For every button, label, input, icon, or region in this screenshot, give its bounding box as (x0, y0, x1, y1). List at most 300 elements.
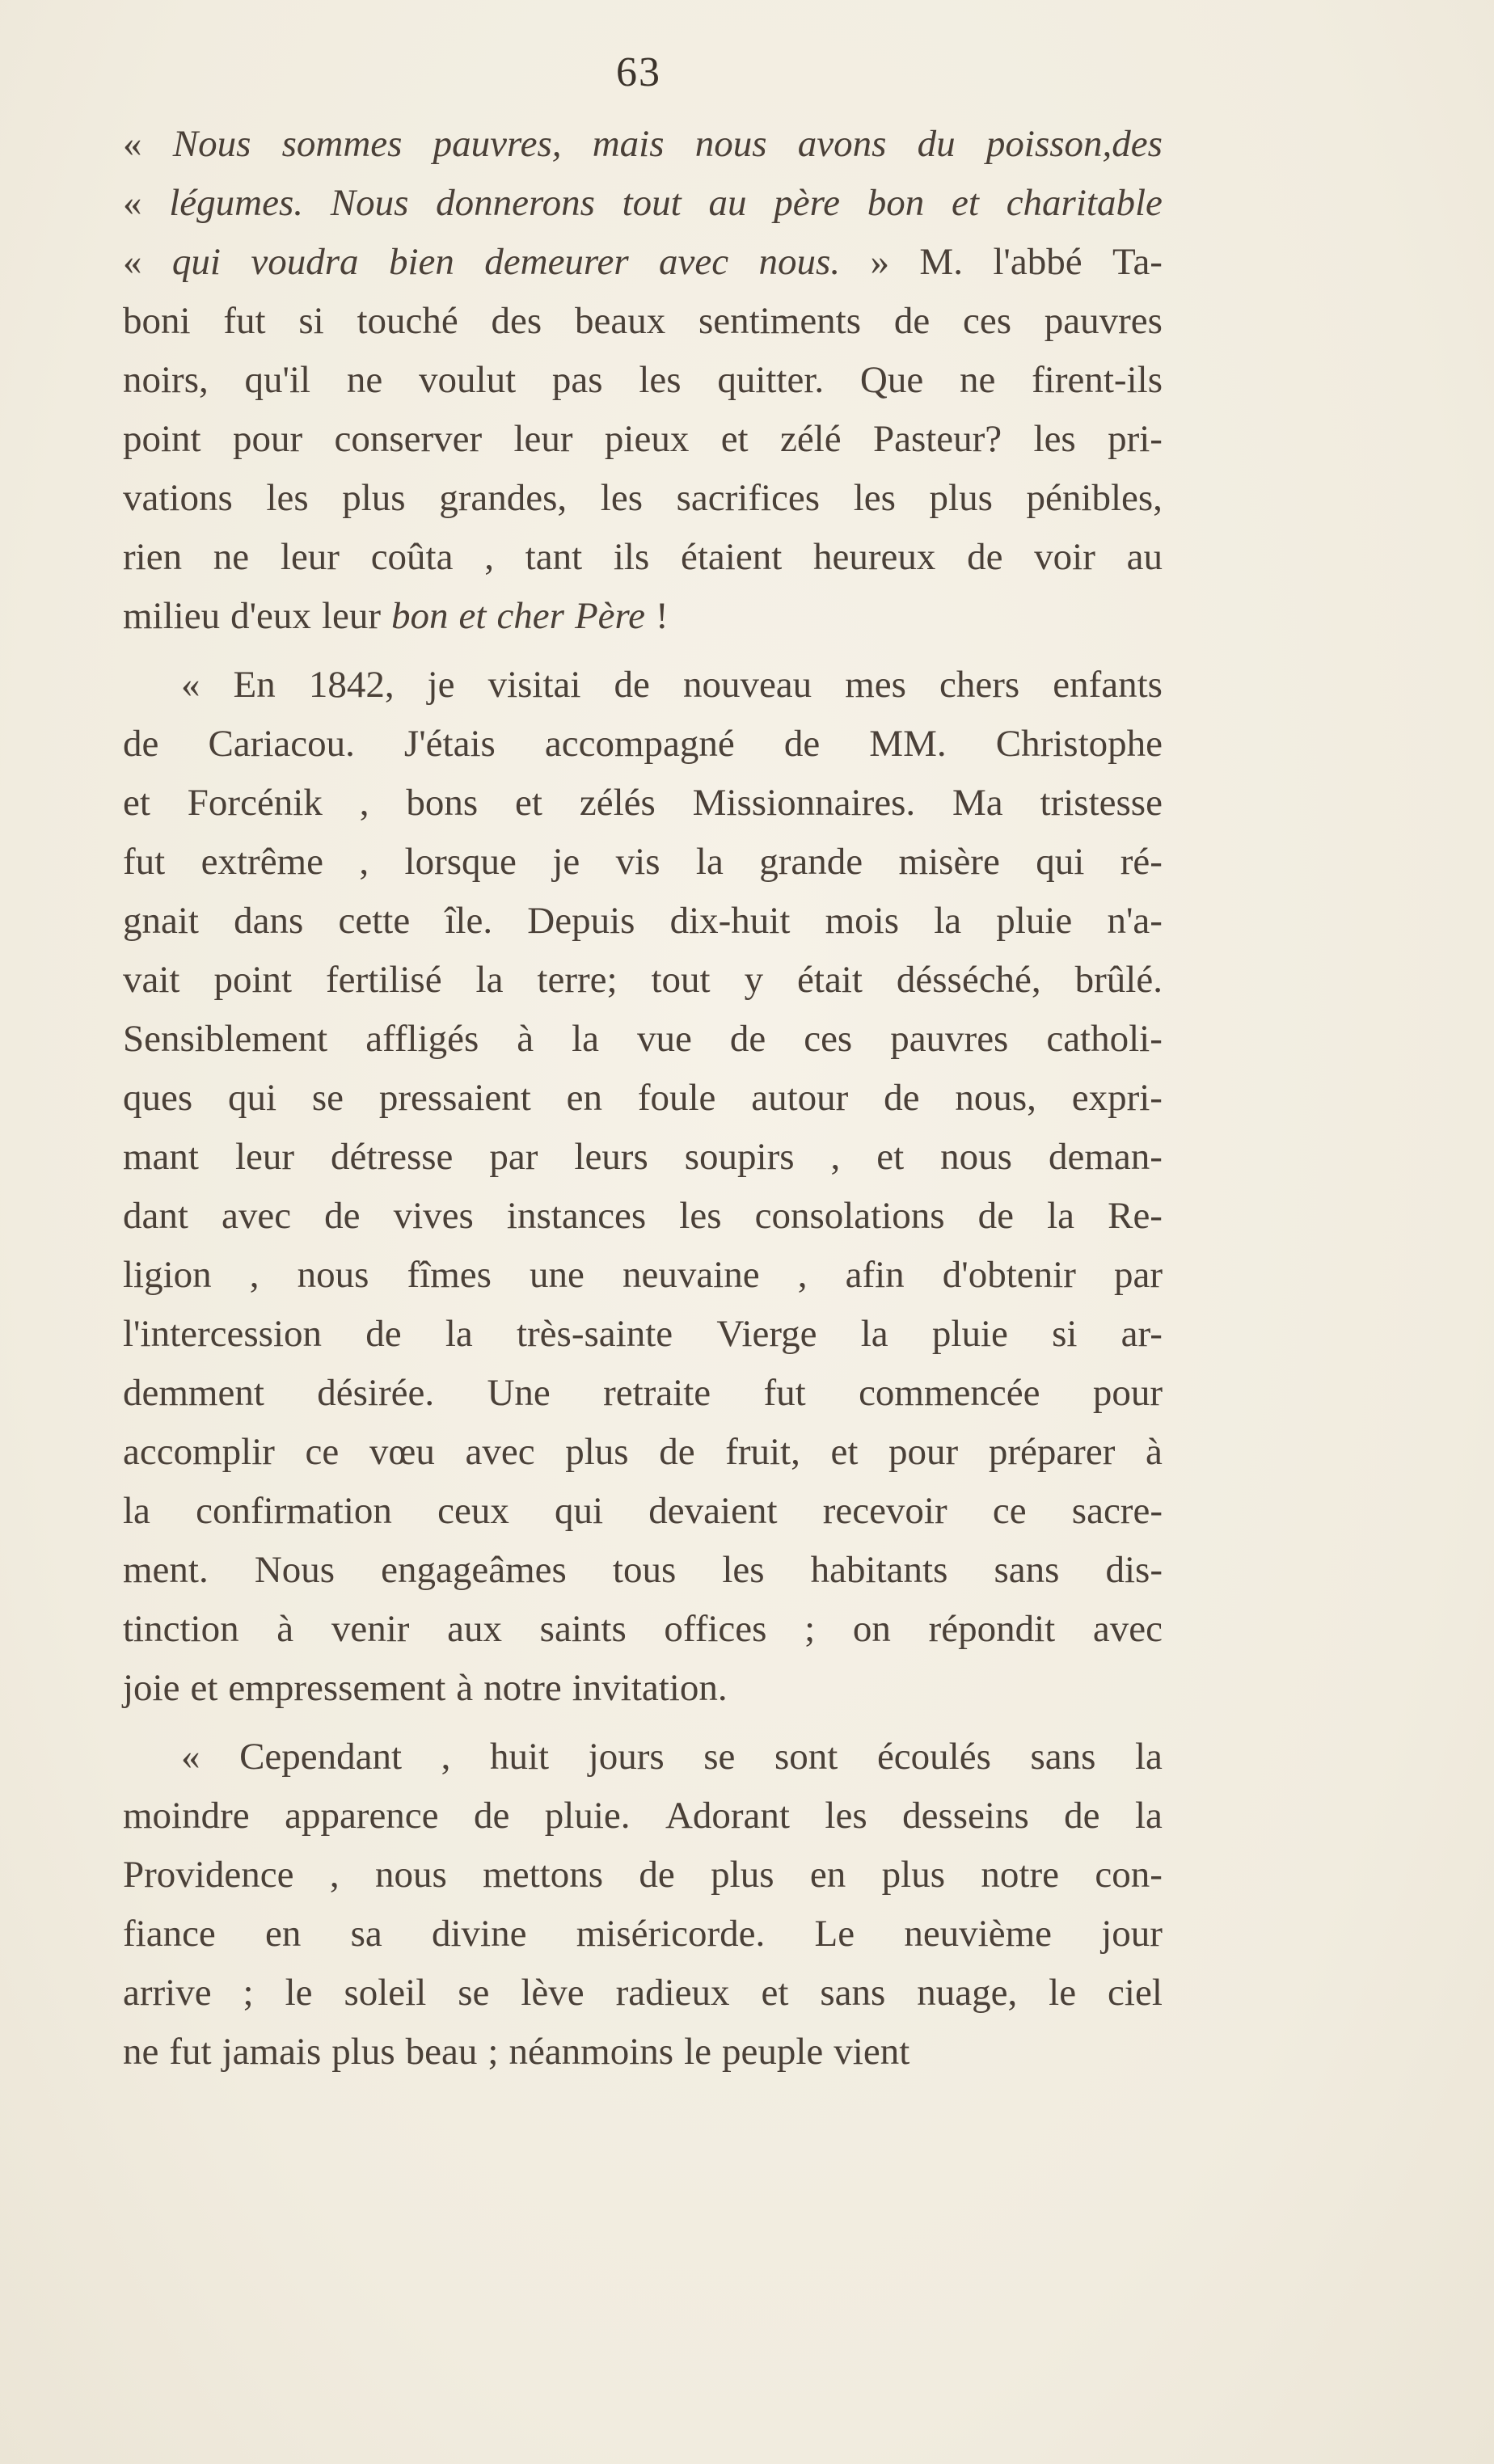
word: de (783, 723, 821, 765)
word: fruit, (725, 1431, 800, 1473)
word: ment. (123, 1549, 209, 1591)
word: la (860, 1313, 888, 1355)
word: par (489, 1136, 538, 1178)
text-line (123, 656, 1163, 715)
word: mes (845, 664, 906, 706)
word: jour (1101, 1913, 1163, 1955)
paragraph (123, 115, 1163, 646)
word: très-sainte (516, 1313, 673, 1355)
word: de (614, 664, 650, 706)
word: les (722, 1549, 765, 1591)
text-line (123, 1069, 1163, 1128)
word: si (298, 300, 324, 342)
word: n'a- (1107, 900, 1163, 942)
word: sans (994, 1549, 1060, 1591)
word: étaient (681, 536, 783, 578)
word: la (1134, 1736, 1163, 1778)
word: le (285, 1972, 313, 2014)
word: bon (391, 595, 449, 637)
word: dant (123, 1195, 188, 1237)
word: pluie (931, 1313, 1008, 1355)
text-line (123, 774, 1163, 833)
word: pénibles, (1026, 477, 1163, 519)
word: qu'il (244, 359, 311, 401)
text-line (123, 1728, 1163, 1787)
word: foule (637, 1077, 716, 1119)
word: on (852, 1608, 891, 1650)
word: engageâmes (381, 1549, 567, 1591)
word: par (1113, 1254, 1163, 1296)
word: désséché, (896, 959, 1041, 1001)
word: Nous (330, 182, 409, 224)
word: tant (525, 536, 583, 578)
word: demeurer (484, 241, 629, 283)
word: ; (804, 1608, 816, 1650)
word: plus (331, 2031, 395, 2073)
text-line (123, 1541, 1163, 1600)
word: ; (243, 1972, 254, 2014)
word: arrive (123, 1972, 212, 2014)
word: plus (565, 1431, 629, 1473)
word: les (266, 477, 309, 519)
word: à (276, 1608, 294, 1650)
word: pour (1092, 1372, 1163, 1414)
text-line (123, 715, 1163, 774)
word: répondit (928, 1608, 1056, 1650)
word: , (249, 1254, 260, 1296)
word: Pasteur? (872, 418, 1002, 460)
word: fut (223, 300, 266, 342)
word: avec (659, 241, 729, 283)
text-line (123, 115, 1163, 174)
word: de (473, 1795, 510, 1837)
word: le (684, 2031, 711, 2073)
word: J'étais (403, 723, 496, 765)
word: fîmes (407, 1254, 492, 1296)
word: dis- (1105, 1549, 1163, 1591)
word: néanmoins (509, 2031, 674, 2073)
word: plus (711, 1854, 774, 1896)
word: le (1049, 1972, 1077, 2014)
word: conserver (334, 418, 483, 460)
word: « (123, 182, 142, 224)
text-line (123, 1964, 1163, 2023)
word: de (893, 300, 931, 342)
word: l'abbé (993, 241, 1083, 283)
word: lorsque (404, 841, 517, 883)
word: nouveau (682, 664, 812, 706)
word: 1842, (308, 664, 395, 706)
word: Forcénik (187, 782, 323, 824)
word: pour (232, 418, 303, 460)
word: je (552, 841, 580, 883)
word: commencée (859, 1372, 1040, 1414)
word: la (1134, 1795, 1163, 1837)
word: sacre- (1071, 1490, 1163, 1532)
word: Ta- (1112, 241, 1163, 283)
text-line (123, 587, 1163, 646)
word: voir (1034, 536, 1095, 578)
word: fut (763, 1372, 806, 1414)
word: nous, (955, 1077, 1036, 1119)
word: avons (797, 123, 887, 165)
word: coûta (370, 536, 454, 578)
text-line (123, 951, 1163, 1010)
text-line (123, 1128, 1163, 1187)
word: ar- (1120, 1313, 1163, 1355)
word: Depuis (527, 900, 635, 942)
text-line (123, 2023, 1163, 2082)
word: retraite (603, 1372, 711, 1414)
word: firent-ils (1032, 359, 1163, 401)
word: ne (213, 536, 250, 578)
text-line (123, 410, 1163, 469)
word: MM. (869, 723, 947, 765)
word: ne (346, 359, 383, 401)
word: soupirs (684, 1136, 795, 1178)
word: pri- (1108, 418, 1163, 460)
word: affligés (365, 1018, 479, 1060)
word: neuvaine (622, 1254, 760, 1296)
word: de (884, 1077, 920, 1119)
word: quitter. (717, 359, 825, 401)
text-line (123, 1482, 1163, 1541)
word: Père (574, 595, 645, 637)
word: de (967, 536, 1003, 578)
text-line (123, 351, 1163, 410)
word: divine (431, 1913, 527, 1955)
word: catholi- (1046, 1018, 1163, 1060)
word: Nous (172, 123, 251, 165)
word: tristesse (1040, 782, 1163, 824)
word: plus (881, 1854, 946, 1896)
word: fut (123, 841, 166, 883)
word: pluie. (544, 1795, 631, 1837)
word: leur (513, 418, 573, 460)
word: , (441, 1736, 451, 1778)
word: peuple (722, 2031, 824, 2073)
word: ne (960, 359, 996, 401)
word: « (181, 1736, 200, 1778)
word: instances (506, 1195, 647, 1237)
word: bons (406, 782, 479, 824)
word: chers (939, 664, 1020, 706)
word: heureux (812, 536, 936, 578)
word: ces (962, 300, 1011, 342)
word: jours (588, 1736, 665, 1778)
word: avec (465, 1431, 535, 1473)
word: nous (297, 1254, 369, 1296)
word: cette (338, 900, 411, 942)
word: grande (759, 841, 863, 883)
word: leur (280, 536, 340, 578)
word: boni (123, 300, 191, 342)
word: pas (551, 359, 603, 401)
word: la (695, 841, 724, 883)
word: habitants (810, 1549, 948, 1591)
word: ciel (1108, 1972, 1163, 2014)
paragraph (123, 1728, 1163, 2082)
word: ligion (123, 1254, 212, 1296)
text-line (123, 528, 1163, 587)
word: bon (867, 182, 925, 224)
word: sans (1030, 1736, 1096, 1778)
text-line (123, 469, 1163, 528)
text-line (123, 1905, 1163, 1964)
word: de (977, 1195, 1015, 1237)
word: pressaient (378, 1077, 531, 1119)
word: afin (845, 1254, 905, 1296)
word: grandes, (439, 477, 568, 519)
word: nous (374, 1854, 447, 1896)
word: moindre (123, 1795, 250, 1837)
paragraph-gap (123, 646, 1163, 656)
word: saints (539, 1608, 627, 1650)
word: miséricorde. (576, 1913, 766, 1955)
word: de (1064, 1795, 1100, 1837)
word: offices (664, 1608, 767, 1650)
word: M. (919, 241, 963, 283)
word: voudra (251, 241, 359, 283)
word: accomplir (123, 1431, 275, 1473)
word: point (123, 418, 201, 460)
word: charitable (1006, 182, 1163, 224)
word: les (853, 477, 896, 519)
word: accompagné (544, 723, 735, 765)
word: y (744, 959, 764, 1001)
word: « (181, 664, 200, 706)
word: et (515, 782, 542, 824)
word: recevoir (822, 1490, 947, 1532)
word: point (213, 959, 293, 1001)
word: , (329, 1854, 340, 1896)
word: ; (487, 2031, 499, 2073)
word: terre; (537, 959, 618, 1001)
word: et (720, 418, 749, 460)
word: île. (445, 900, 493, 942)
word: Le (814, 1913, 855, 1955)
word: d'eux (230, 595, 311, 637)
word: leurs (574, 1136, 648, 1178)
text-line (123, 174, 1163, 233)
word: si (1052, 1313, 1078, 1355)
word: Ma (952, 782, 1003, 824)
word: deman- (1048, 1136, 1163, 1178)
word: légumes. (169, 182, 304, 224)
word: Christophe (995, 723, 1163, 765)
word: au (1126, 536, 1163, 578)
word: radieux (615, 1972, 730, 2014)
word: au (708, 182, 747, 224)
word: en (566, 1077, 602, 1119)
word: invitation. (572, 1667, 728, 1709)
word: « (123, 241, 142, 283)
word: ce (992, 1490, 1027, 1532)
paragraph (123, 656, 1163, 1718)
word: les (600, 477, 643, 519)
word: la (934, 900, 962, 942)
page-number: 63 (616, 49, 661, 95)
word: et (876, 1136, 905, 1178)
word: ré- (1120, 841, 1163, 883)
word: plus (929, 477, 993, 519)
word: les (1033, 418, 1076, 460)
word: leur (234, 1136, 295, 1178)
word: demment (123, 1372, 264, 1414)
word: fiance (123, 1913, 216, 1955)
word: et (952, 182, 979, 224)
word: Cariacou. (208, 723, 355, 765)
text-line (123, 292, 1163, 351)
word: consolations (754, 1195, 945, 1237)
word: les (825, 1795, 867, 1837)
word: pauvres (890, 1018, 1009, 1060)
word: beaux (574, 300, 666, 342)
word: touché (357, 300, 458, 342)
text-line (123, 892, 1163, 951)
text-line (123, 1659, 1163, 1718)
word: qui (1036, 841, 1085, 883)
word: sacrifices (676, 477, 821, 519)
word: des (491, 300, 542, 342)
word: pieux (604, 418, 690, 460)
word: enfants (1053, 664, 1163, 706)
word: Adorant (665, 1795, 790, 1837)
text-line (123, 1423, 1163, 1482)
word: écoulés (876, 1736, 991, 1778)
word: sont (774, 1736, 838, 1778)
paragraph-gap (123, 1718, 1163, 1728)
word: fut (169, 2031, 212, 2073)
body-text (123, 115, 1163, 2082)
word: les (679, 1195, 722, 1237)
word: vœu (369, 1431, 435, 1473)
word: pauvres, (433, 123, 562, 165)
word: jamais (222, 2031, 322, 2073)
word: notre (483, 1667, 562, 1709)
word: tout (651, 959, 711, 1001)
text-line (123, 1305, 1163, 1364)
word: de (729, 1018, 766, 1060)
word: ceux (437, 1490, 509, 1532)
text-line (123, 233, 1163, 292)
word: et (830, 1431, 859, 1473)
word: la (572, 1018, 600, 1060)
word: et (458, 595, 487, 637)
word: pluie (996, 900, 1073, 942)
word: con- (1095, 1854, 1163, 1896)
word: , (359, 841, 369, 883)
word: , (359, 782, 369, 824)
word: extrême (200, 841, 323, 883)
word: Sensiblement (123, 1018, 328, 1060)
word: à (456, 1667, 474, 1709)
word: empressement (228, 1667, 446, 1709)
word: expri- (1071, 1077, 1163, 1119)
word: gnait (123, 900, 199, 942)
word: pour (888, 1431, 959, 1473)
word: qui (171, 241, 221, 283)
word: nous (694, 123, 767, 165)
word: de (324, 1195, 361, 1237)
word: sommes (281, 123, 403, 165)
word: et (761, 1972, 789, 2014)
word: vient (834, 2031, 910, 2073)
word: je (427, 664, 455, 706)
word: du (917, 123, 956, 165)
text-line (123, 1364, 1163, 1423)
word: beau (405, 2031, 478, 2073)
word: aux (447, 1608, 502, 1650)
word: plus (342, 477, 406, 519)
word: mant (123, 1136, 199, 1178)
word: donnerons (436, 182, 595, 224)
word: en (265, 1913, 302, 1955)
word: fertilisé (326, 959, 442, 1001)
word: Vierge (716, 1313, 817, 1355)
text-line (123, 1010, 1163, 1069)
word: zélé (779, 418, 842, 460)
word: de (639, 1854, 675, 1896)
word: venir (331, 1608, 410, 1650)
word: la (123, 1490, 150, 1532)
word: vis (615, 841, 660, 883)
word: se (703, 1736, 736, 1778)
word: mois (825, 900, 900, 942)
text-line (123, 1246, 1163, 1305)
word: ! (655, 595, 669, 637)
word: desseins (902, 1795, 1029, 1837)
word: notre (981, 1854, 1059, 1896)
word: Nous (254, 1549, 336, 1591)
word: et (190, 1667, 218, 1709)
word: Missionnaires. (692, 782, 916, 824)
word: nous. (758, 241, 841, 283)
word: la (445, 1313, 473, 1355)
word: en (809, 1854, 846, 1896)
word: nuage, (917, 1972, 1018, 2014)
word: leur (321, 595, 382, 637)
word: ques (123, 1077, 193, 1119)
word: nous (940, 1136, 1012, 1178)
word: les (639, 359, 682, 401)
word: sentiments (698, 300, 862, 342)
word: cher (496, 595, 564, 637)
word: qui (227, 1077, 277, 1119)
word: devaient (648, 1490, 778, 1532)
word: se (311, 1077, 344, 1119)
word: l'intercession (123, 1313, 323, 1355)
word: milieu (123, 595, 221, 637)
word: vue (637, 1018, 692, 1060)
word: avec (222, 1195, 292, 1237)
word: apparence (285, 1795, 439, 1837)
word: mettons (483, 1854, 603, 1896)
word: vations (123, 477, 233, 519)
word: bien (388, 241, 454, 283)
word: tout (622, 182, 682, 224)
word: pauvres (1044, 300, 1163, 342)
word: misère (898, 841, 1000, 883)
word: lève (521, 1972, 585, 2014)
word: Une (487, 1372, 551, 1414)
text-line (123, 1187, 1163, 1246)
word: de (659, 1431, 695, 1473)
word: se (458, 1972, 490, 2014)
word: soleil (344, 1972, 427, 2014)
word: En (233, 664, 276, 706)
word: ce (305, 1431, 340, 1473)
